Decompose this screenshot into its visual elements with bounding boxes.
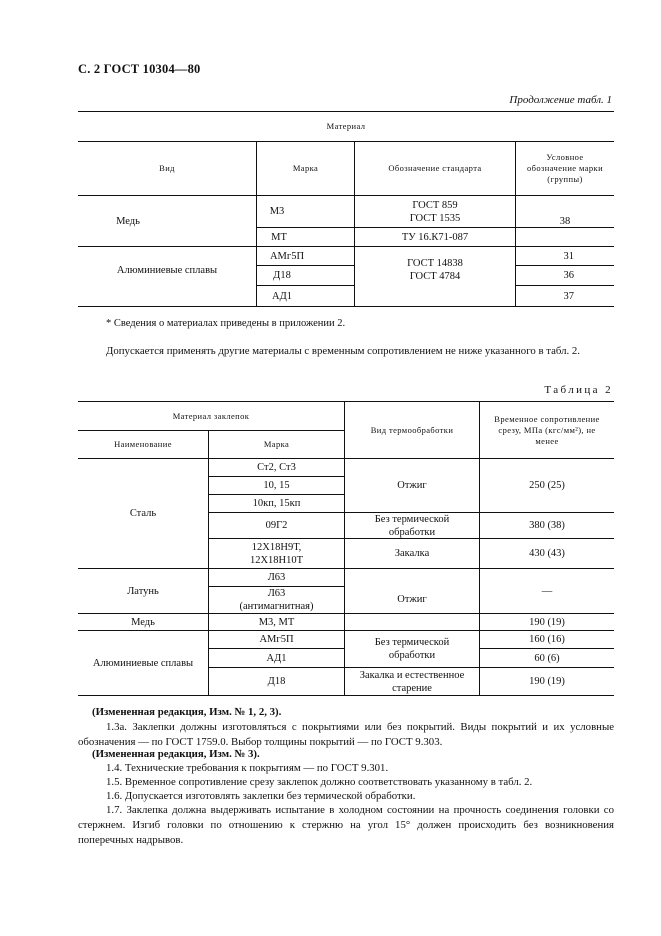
table1-mark-d18: Д18 bbox=[273, 270, 291, 281]
table2-group-header: Материал заклепок bbox=[172, 410, 250, 421]
table1-standard-copper: ГОСТ 859 ГОСТ 1535 bbox=[409, 199, 461, 224]
table1-vid-copper: Медь bbox=[116, 215, 140, 227]
table2-treat-quench: Закалка bbox=[394, 548, 430, 559]
table2-col-treatment: Вид термообработки bbox=[370, 424, 454, 435]
table2-treat-quench-aging: Закалка и естественное старение bbox=[359, 669, 465, 694]
table1-col-standard: Обозначение стандарта bbox=[388, 163, 482, 173]
page-header: С. 2 ГОСТ 10304—80 bbox=[78, 62, 201, 76]
edit-note-1: (Измененная редакция, Изм. № 1, 2, 3). bbox=[92, 706, 282, 718]
table1-mark-mt: МТ bbox=[271, 231, 287, 243]
table2-treat-annealing-2: Отжиг bbox=[397, 594, 427, 605]
table2-res-430: 430 (43) bbox=[529, 548, 565, 559]
table2-mark-10-15: 10, 15 bbox=[263, 480, 290, 491]
table2-mark-09g2: 09Г2 bbox=[265, 520, 288, 531]
paragraph-1-5: 1.5. Временное сопротивление срезу заклепок должно соответствовать указанному в табл. 2. bbox=[106, 776, 533, 788]
table2-mark-d18: Д18 bbox=[267, 676, 286, 687]
table-continuation-label: Продолжение табл. 1 bbox=[509, 94, 612, 106]
table2-col-resistance: Временное сопротивление срезу, МПа (кгс/мм²), не менее bbox=[494, 413, 600, 446]
paragraph-1-6: 1.6. Допускается изготовлять заклепки без термической обработки. bbox=[106, 790, 416, 802]
table1-vid-alu: Алюминиевые сплавы bbox=[116, 264, 218, 276]
paragraph-1-3a: 1.3а. Заклепки должны изготовляться с покрытиями или без покрытий. Виды покрытий и их условные обозначения — по ГОСТ 1759.0. Выбор толщины покрытий — по ГОСТ 9.303. bbox=[78, 721, 614, 748]
table1-col-code: Условное обозначение марки (группы) bbox=[526, 152, 604, 184]
paragraph-1-7: 1.7. Заклепка должна выдерживать испытание в холодном состоянии на прочность соединения головки со стержнем. Изгиб головки по отношению к стержню на угол 15° должен происходить без возникновения поперечных надрывов. bbox=[78, 804, 614, 846]
table2-name-copper: Медь bbox=[131, 616, 155, 628]
table2-treat-none-2: Без термической обработки bbox=[374, 637, 450, 661]
table1-standard-mt: ТУ 16.К71-087 bbox=[401, 231, 469, 243]
table2-res-250: 250 (25) bbox=[529, 480, 565, 491]
table2-name-alu: Алюминиевые сплавы bbox=[92, 657, 194, 669]
table2-res-copper: 190 (19) bbox=[529, 616, 565, 628]
table2-res-380: 380 (38) bbox=[529, 520, 565, 531]
table2-treat-annealing: Отжиг bbox=[397, 480, 427, 491]
table2-res-160: 160 (16) bbox=[529, 634, 565, 645]
table2-mark-st2-st3: Ст2, Ст3 bbox=[257, 462, 296, 473]
table1-code-31: 31 bbox=[563, 250, 574, 262]
table1-standard-alu: ГОСТ 14838 ГОСТ 4784 bbox=[407, 258, 463, 282]
table2-mark-ad1: АД1 bbox=[266, 652, 287, 664]
table2-col-name: Наименование bbox=[114, 439, 172, 449]
table2-mark-l63: Л63 bbox=[267, 572, 286, 583]
table2-name-steel: Сталь bbox=[129, 508, 157, 519]
table1-col-mark: Марка bbox=[292, 163, 319, 173]
table1-group-header: Материал bbox=[326, 121, 366, 131]
footnote: * Сведения о материалах приведены в приложении 2. bbox=[106, 318, 346, 329]
table1-code-37: 37 bbox=[563, 290, 574, 302]
paragraph-other-materials: Допускается применять другие материалы с временным сопротивлением не ниже указанного в табл. 2. bbox=[106, 345, 581, 357]
table2-mark-10kp-15kp: 10кп, 15кп bbox=[252, 498, 301, 509]
table2-res-dash: — bbox=[541, 585, 553, 597]
table2-res-d18: 190 (19) bbox=[529, 676, 565, 687]
table2-mark-12h18: 12Х18Н9Т, 12Х18Н10Т bbox=[249, 541, 304, 566]
table2-treat-none: Без термической обработки bbox=[374, 513, 450, 538]
table1-mark-m3: М3 bbox=[269, 206, 285, 217]
table1-mark-amg5p: АМг5П bbox=[269, 250, 305, 262]
table1-code-38: 38 bbox=[559, 215, 571, 227]
table2-col-mark: Марка bbox=[263, 439, 290, 449]
table1-mark-ad1: АД1 bbox=[272, 290, 292, 302]
table2-mark-l63-antimagnetic: Л63 (антимагнитная) bbox=[239, 588, 314, 612]
table2-mark-amg5p: АМг5П bbox=[259, 634, 294, 645]
edit-note-2: (Измененная редакция, Изм. № 3). bbox=[92, 748, 260, 760]
table1-code-36: 36 bbox=[563, 270, 574, 281]
paragraph-1-4: 1.4. Технические требования к покрытиям — по ГОСТ 9.301. bbox=[106, 762, 389, 774]
table1-col-vid: Вид bbox=[159, 163, 175, 173]
table2-mark-m3-mt: М3, МТ bbox=[258, 616, 295, 628]
table2-name-brass: Латунь bbox=[127, 585, 159, 597]
table2-res-60: 60 (6) bbox=[534, 652, 560, 664]
table-2-title: Таблица 2 bbox=[544, 384, 613, 396]
